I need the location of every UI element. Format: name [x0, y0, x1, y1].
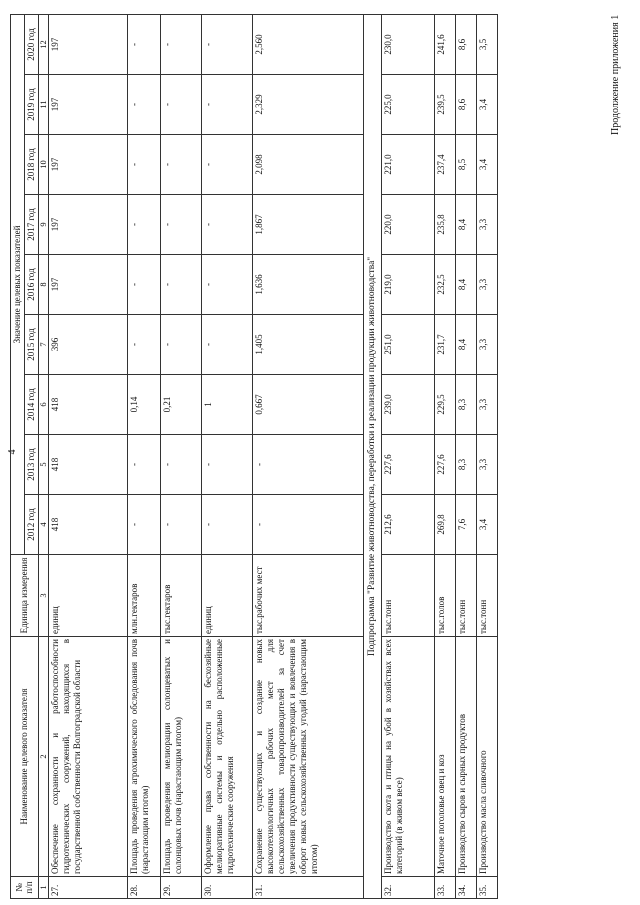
row-value: - [127, 315, 160, 375]
column-index: 8 [38, 255, 48, 315]
row-value: - [160, 495, 201, 555]
row-value: 418 [48, 435, 127, 495]
row-value: - [127, 195, 160, 255]
row-value: 1,405 [252, 315, 363, 375]
row-unit: тыс.рабочих мест [252, 555, 363, 637]
row-value: 2,098 [252, 135, 363, 195]
row-unit: тыс.тонн [456, 555, 477, 637]
row-value: 3,3 [477, 195, 498, 255]
row-value: - [160, 195, 201, 255]
row-value: - [160, 75, 201, 135]
row-value: 197 [48, 75, 127, 135]
row-name: Производство скота и птицы на убой в хозяйствах всех категорий (в живом весе) [382, 637, 435, 877]
row-value: 269,8 [435, 495, 456, 555]
row-value: 227,6 [382, 435, 435, 495]
column-index: 12 [38, 14, 48, 74]
row-name: Производство сыров и сырных продуктов [456, 637, 477, 877]
header-year: 2015 год [24, 315, 38, 375]
row-name: Площадь проведения мелиорации солонцеватых и солонцовых почв (нарастающим итогом) [160, 637, 201, 877]
column-index: 5 [38, 435, 48, 495]
header-name: Наименование целевого показателя [11, 637, 39, 877]
row-value: - [127, 255, 160, 315]
row-unit: единиц [48, 555, 127, 637]
row-name: Обеспечение сохранности и работоспособности гидротехнических сооружений, находящихся в государственной собственности Волгоградской области [48, 637, 127, 877]
table-row [252, 14, 363, 898]
row-value: - [160, 435, 201, 495]
row-num: 35. [477, 877, 498, 899]
column-index: 3 [38, 555, 48, 637]
row-unit: тыс.тонн [477, 555, 498, 637]
row-name: Оформление права собственности на бесхозяйные мелиоративные системы и отдельно расположенные гидротехнические сооружения [201, 637, 252, 877]
row-value: - [252, 495, 363, 555]
table-row [160, 14, 201, 898]
row-value: 8,3 [456, 375, 477, 435]
row-num: 33. [435, 877, 456, 899]
row-value: 3,4 [477, 135, 498, 195]
row-value: - [201, 255, 252, 315]
row-value: 3,3 [477, 375, 498, 435]
subprogram-row [363, 14, 382, 898]
row-value: 232,5 [435, 255, 456, 315]
row-value: 3,3 [477, 255, 498, 315]
row-unit: тыс.голов [435, 555, 456, 637]
column-index: 6 [38, 375, 48, 435]
header-year: 2018 год [24, 135, 38, 195]
row-name: Маточное поголовье овец и коз [435, 637, 456, 877]
row-value: - [127, 495, 160, 555]
row-value: 197 [48, 195, 127, 255]
page-number: 4 [7, 449, 18, 455]
row-value: 3,5 [477, 14, 498, 74]
table-row [477, 14, 498, 898]
row-num: 31. [252, 877, 363, 899]
row-value: - [160, 315, 201, 375]
table-row [201, 14, 252, 898]
row-num: 34. [456, 877, 477, 899]
header-year: 2019 год [24, 75, 38, 135]
row-value: 396 [48, 315, 127, 375]
header-unit: Единица измерения [11, 555, 39, 637]
header-year: 2014 год [24, 375, 38, 435]
table-row [456, 14, 477, 898]
row-value: 197 [48, 135, 127, 195]
row-unit: тыс.гектаров [160, 555, 201, 637]
header-row-1 [11, 14, 25, 898]
row-value: - [160, 255, 201, 315]
header-year: 2020 год [24, 14, 38, 74]
row-value: 418 [48, 375, 127, 435]
row-value: - [252, 435, 363, 495]
row-value: 418 [48, 495, 127, 555]
row-value: - [201, 14, 252, 74]
row-value: 227,6 [435, 435, 456, 495]
row-value: 8,4 [456, 255, 477, 315]
row-value: - [201, 75, 252, 135]
row-num: 28. [127, 877, 160, 899]
row-value: 3,4 [477, 75, 498, 135]
row-value: 225,0 [382, 75, 435, 135]
table-row [435, 14, 456, 898]
row-value: - [201, 435, 252, 495]
row-value: 235,8 [435, 195, 456, 255]
row-value: 8,6 [456, 14, 477, 74]
column-index: 10 [38, 135, 48, 195]
header-values-group: Значение целевых показателей [11, 14, 25, 554]
row-value: 3,3 [477, 435, 498, 495]
row-value: 251,0 [382, 315, 435, 375]
row-value: - [127, 75, 160, 135]
header-num: № п/п [11, 877, 39, 899]
column-index: 7 [38, 315, 48, 375]
column-index: 1 [38, 877, 48, 899]
row-value: 7,6 [456, 495, 477, 555]
row-value: 8,4 [456, 315, 477, 375]
continuation-caption: Продолжение приложения 1 [610, 14, 621, 135]
row-value: 221,0 [382, 135, 435, 195]
row-unit: единиц [201, 555, 252, 637]
row-name: Производство масла сливочного [477, 637, 498, 877]
row-value: - [160, 135, 201, 195]
row-value: 1 [201, 375, 252, 435]
row-value: 219,0 [382, 255, 435, 315]
row-value: 1,867 [252, 195, 363, 255]
column-index-row [38, 14, 48, 898]
row-num: 27. [48, 877, 127, 899]
row-value: 220,0 [382, 195, 435, 255]
table-row [48, 14, 127, 898]
row-value: 239,5 [435, 75, 456, 135]
row-value: 1,636 [252, 255, 363, 315]
row-value: 197 [48, 255, 127, 315]
row-name: Сохранение существующих и создание новых высокотехнологичных рабочих мест для сельскохозяйственных товаропроизводителей за счет увеличения продуктивности существующих и вовлечения в оборот новых сельскохозяйственных угодий (нарастающим итогом) [252, 637, 363, 877]
row-value: 8,5 [456, 135, 477, 195]
row-value: - [127, 14, 160, 74]
row-value: 197 [48, 14, 127, 74]
column-index: 2 [38, 637, 48, 877]
row-value: - [201, 315, 252, 375]
row-value: 3,3 [477, 315, 498, 375]
row-value: 230,0 [382, 14, 435, 74]
row-value: 237,4 [435, 135, 456, 195]
row-value: - [201, 195, 252, 255]
row-value: 8,3 [456, 435, 477, 495]
row-value: 2,329 [252, 75, 363, 135]
header-year: 2016 год [24, 255, 38, 315]
row-name: Площадь проведения агрохимического обследования почв (нарастающим итогом) [127, 637, 160, 877]
subprogram-heading: Подпрограмма "Развитие животноводства, переработки и реализации продукции животноводства" [363, 14, 382, 898]
row-value: 0,667 [252, 375, 363, 435]
header-year: 2017 год [24, 195, 38, 255]
column-index: 9 [38, 195, 48, 255]
column-index: 4 [38, 495, 48, 555]
row-num: 30. [201, 877, 252, 899]
row-value: 231,7 [435, 315, 456, 375]
targets-table [7, 14, 498, 899]
row-unit: тыс.тонн [382, 555, 435, 637]
row-value: 212,6 [382, 495, 435, 555]
row-value: 0,21 [160, 375, 201, 435]
row-value: 0,14 [127, 375, 160, 435]
row-value: 8,4 [456, 195, 477, 255]
row-value: 241,6 [435, 14, 456, 74]
header-year: 2012 год [24, 495, 38, 555]
column-index: 11 [38, 75, 48, 135]
row-num: 29. [160, 877, 201, 899]
row-num: 32. [382, 877, 435, 899]
row-value: - [201, 495, 252, 555]
row-unit: млн.гектаров [127, 555, 160, 637]
row-value: 239,0 [382, 375, 435, 435]
table-row [127, 14, 160, 898]
header-year: 2013 год [24, 435, 38, 495]
row-value: - [127, 435, 160, 495]
row-value: - [127, 135, 160, 195]
row-value: 8,6 [456, 75, 477, 135]
table-row [382, 14, 435, 898]
row-value: - [160, 14, 201, 74]
row-value: 2,560 [252, 14, 363, 74]
row-value: - [201, 135, 252, 195]
row-value: 3,4 [477, 495, 498, 555]
row-value: 229,5 [435, 375, 456, 435]
